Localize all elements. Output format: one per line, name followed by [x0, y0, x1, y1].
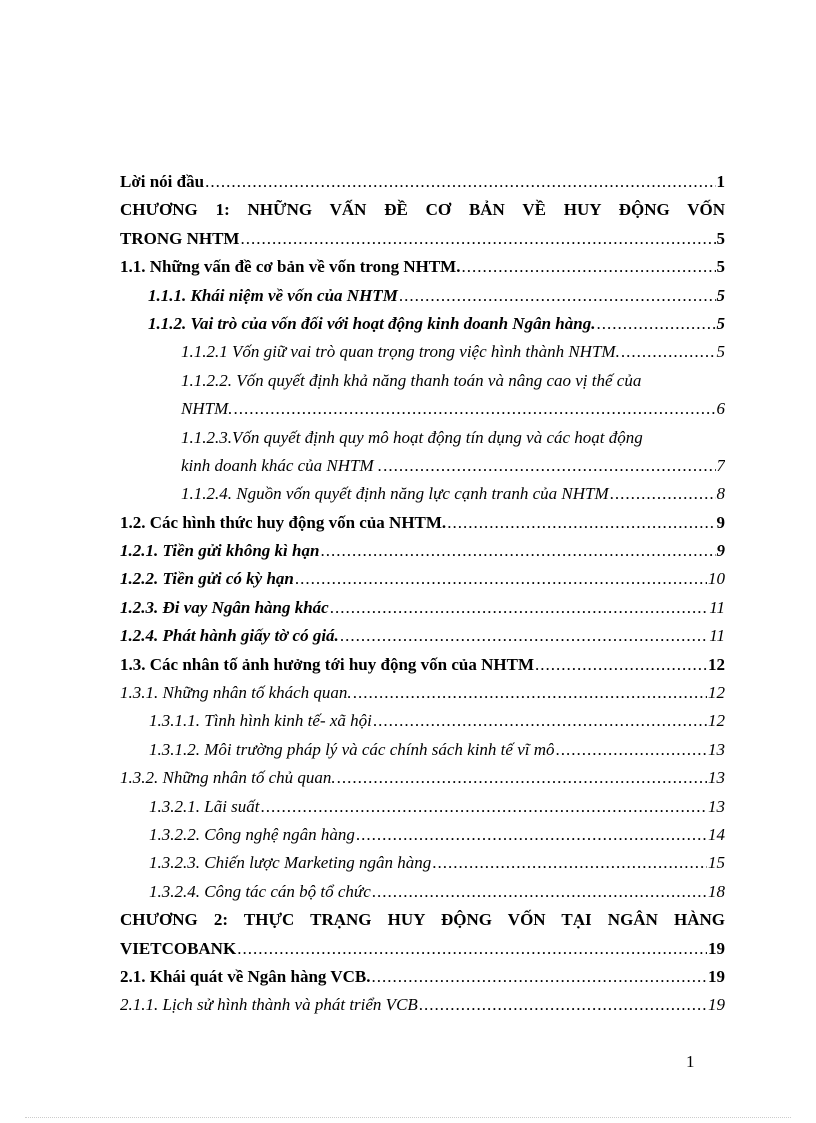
toc-entry [120, 509, 725, 537]
toc-entry-page: 5 [716, 228, 725, 248]
toc-entry-title: 1.3.1.2. Môi trường pháp lý và các chính sách kinh tế vĩ mô [149, 739, 555, 759]
toc-entry-title: 2.1.1. Lịch sử hình thành và phát triển VCB [120, 995, 418, 1015]
toc-entry-title: 2.1. Khái quát về Ngân hàng VCB. [120, 966, 371, 986]
toc-entry-page: 12 [708, 654, 725, 674]
toc-entry-page: 5 [716, 342, 725, 362]
toc-entry-page: 9 [716, 541, 725, 561]
dot-leader [461, 253, 715, 281]
dot-leader [372, 963, 708, 991]
dot-leader [383, 452, 715, 480]
toc-entry-page: 1 [716, 172, 725, 191]
toc-entry-title: 1.1.1. Khái niệm về vốn của NHTM [148, 285, 398, 305]
toc-entry [120, 537, 725, 565]
toc-entry [120, 651, 725, 679]
toc-entry-page: 12 [708, 683, 725, 703]
toc-entry-page: 19 [708, 938, 725, 958]
toc-entry-title: 1.1.2.3.Vốn quyết định quy mô hoạt động tín dụng và các hoạt động [181, 427, 643, 447]
toc-entry [120, 821, 725, 849]
toc-entry-title: 1.1.2. Vai trò của vốn đối với hoạt động kinh doanh Ngân hàng. [148, 313, 596, 333]
toc-entry-page: 6 [716, 399, 725, 419]
dot-leader [205, 168, 715, 196]
toc-entry-title: kinh doanh khác của NHTM . [181, 455, 383, 475]
dot-leader [337, 764, 707, 792]
toc-entry-title: 1.2.3. Đi vay Ngân hàng khác [120, 597, 329, 617]
toc-entry-title: 1.1.2.2. Vốn quyết định khả năng thanh toán và nâng cao vị thế của [181, 370, 642, 390]
toc-entry [120, 338, 725, 366]
toc-entry-page: 9 [716, 512, 725, 532]
toc-entry-page: 11 [709, 626, 725, 646]
dot-leader [610, 480, 716, 508]
toc-entry [120, 282, 725, 310]
toc-entry-first-line [120, 424, 725, 452]
table-of-contents [120, 168, 725, 1020]
toc-entry-title: 1.3.2.1. Lãi suất [149, 796, 260, 816]
toc-entry-page: 11 [709, 597, 725, 617]
toc-entry [120, 452, 725, 480]
toc-entry [120, 310, 725, 338]
page-number: 1 [686, 1052, 695, 1071]
dot-leader [261, 793, 707, 821]
toc-entry-title: TRONG NHTM [120, 228, 240, 248]
toc-entry [120, 622, 725, 650]
dot-leader [447, 509, 715, 537]
toc-entry-title: 1.3.2. Những nhân tố chủ quan. [120, 768, 336, 788]
toc-entry-title: Lời nói đầu [120, 172, 205, 191]
toc-entry [120, 736, 725, 764]
dot-leader [535, 651, 707, 679]
toc-entry-title: NHTM. [181, 399, 233, 419]
dot-leader [432, 849, 707, 877]
toc-entry-page: 13 [708, 796, 725, 816]
toc-entry [120, 991, 725, 1019]
toc-entry-page: 10 [708, 569, 725, 589]
toc-entry-title: 1.2.1. Tiền gửi không kì hạn [120, 541, 320, 561]
toc-entry-page: 19 [708, 966, 725, 986]
dot-leader [340, 622, 708, 650]
toc-entry-title: 1.2. Các hình thức huy động vốn của NHTM. [120, 512, 447, 532]
toc-entry-title: 1.1.2.4. Nguồn vốn quyết định năng lực cạnh tranh của NHTM [181, 484, 609, 504]
toc-entry-title: 1.1. Những vấn đề cơ bản về vốn trong NHTM. [120, 257, 461, 277]
dot-leader [320, 537, 715, 565]
toc-entry [120, 764, 725, 792]
toc-entry [120, 594, 725, 622]
toc-entry [120, 253, 725, 281]
toc-entry [120, 480, 725, 508]
toc-entry-page: 12 [708, 711, 725, 731]
toc-entry [120, 849, 725, 877]
toc-entry [120, 793, 725, 821]
toc-entry-title: 1.3.1. Những nhân tố khách quan. [120, 683, 352, 703]
dot-leader [240, 225, 715, 253]
dot-leader [596, 310, 715, 338]
toc-entry-title: 1.3. Các nhân tố ảnh hưởng tới huy động vốn của NHTM [120, 654, 534, 674]
toc-entry-chapter-heading [120, 906, 725, 934]
dot-leader [373, 707, 707, 735]
dot-leader [233, 395, 715, 423]
toc-entry-page: 5 [716, 285, 725, 305]
page-bottom-divider [25, 1117, 791, 1118]
toc-entry-title: 1.3.2.2. Công nghệ ngân hàng [149, 824, 355, 844]
toc-entry-title: 1.1.2.1 Vốn giữ vai trò quan trọng trong việc hình thành NHTM. [181, 342, 620, 362]
dot-leader [295, 565, 707, 593]
toc-entry-title: CHƯƠNG 2: THỰC TRẠNG HUY ĐỘNG VỐN TẠI NGÂN HÀNG [120, 910, 725, 930]
toc-entry-page: 19 [708, 995, 725, 1015]
toc-entry-page: 7 [716, 455, 725, 475]
toc-entry-chapter-heading [120, 196, 725, 224]
dot-leader [556, 736, 708, 764]
dot-leader [330, 594, 709, 622]
toc-entry [120, 565, 725, 593]
toc-entry [120, 395, 725, 423]
toc-entry-first-line [120, 367, 725, 395]
dot-leader [353, 679, 707, 707]
toc-entry-page: 5 [716, 313, 725, 333]
toc-entry-page: 14 [708, 824, 725, 844]
toc-entry-title: 1.2.4. Phát hành giấy tờ có giá. [120, 626, 339, 646]
toc-entry-page: 8 [716, 484, 725, 504]
toc-entry-title: 1.3.2.4. Công tác cán bộ tổ chức [149, 881, 371, 901]
toc-entry [120, 878, 725, 906]
dot-leader [621, 338, 716, 366]
toc-entry [120, 963, 725, 991]
dot-leader [356, 821, 707, 849]
toc-entry [120, 225, 725, 253]
toc-entry-title: 1.3.2.3. Chiến lược Marketing ngân hàng [149, 853, 432, 873]
dot-leader [419, 991, 707, 1019]
toc-entry-page: 13 [708, 739, 725, 759]
toc-entry-page: 15 [708, 853, 725, 873]
dot-leader [372, 878, 707, 906]
toc-entry-title: VIETCOBANK [120, 938, 237, 958]
toc-entry [120, 679, 725, 707]
dot-leader [399, 282, 716, 310]
toc-entry [120, 935, 725, 963]
toc-entry-page: 13 [708, 768, 725, 788]
toc-entry-page: 5 [716, 257, 725, 277]
dot-leader [237, 935, 707, 963]
toc-entry-title: 1.3.1.1. Tình hình kinh tế- xã hội [149, 711, 372, 731]
toc-entry [120, 168, 725, 196]
toc-entry-title: CHƯƠNG 1: NHỮNG VẤN ĐỀ CƠ BẢN VỀ HUY ĐỘNG VỐN [120, 200, 725, 220]
toc-entry-title: 1.2.2. Tiền gửi có kỳ hạn [120, 569, 294, 589]
toc-entry [120, 707, 725, 735]
toc-entry-page: 18 [708, 881, 725, 901]
